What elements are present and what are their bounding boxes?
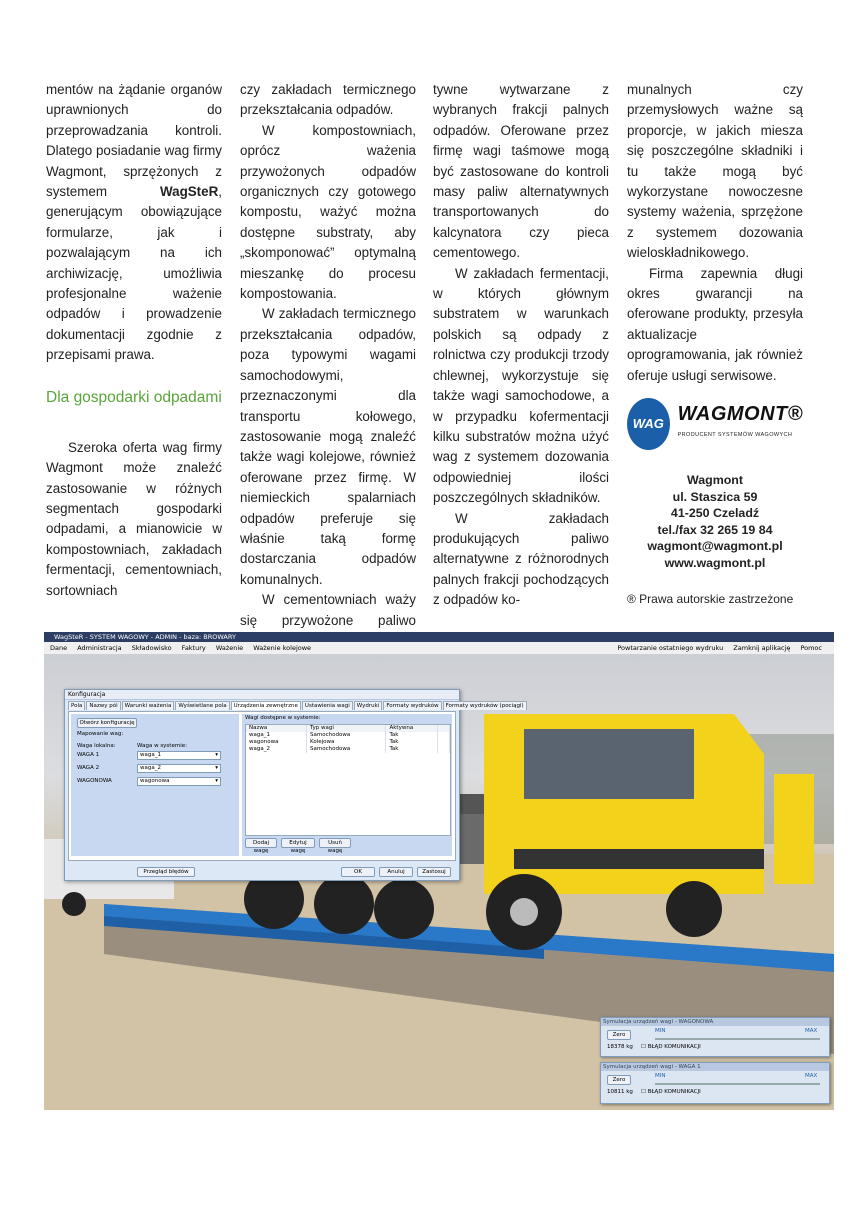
available-label: Wagi dostępne w systemie:	[245, 715, 321, 721]
remove-scale-button[interactable]: Usuń wagę	[319, 838, 351, 848]
app-menubar	[44, 642, 834, 654]
app-titlebar: WagSteR - SYSTEM WAGOWY - ADMIN - baza: BROWARY	[44, 632, 834, 642]
zero-button[interactable]: Zero	[607, 1030, 631, 1040]
paragraph: tywne wytwarzane z wybranych frakcji palnych odpadów. Oferowane przez firmę wagi taśmowe mogą być zastosowane do kontroli masy paliw alternatywnych transportowanych do kalcynatora czy pieca cementowego.	[433, 82, 609, 261]
contact-phone: tel./fax 32 265 19 84	[657, 522, 773, 537]
tab[interactable]: Formaty wydruków	[383, 701, 441, 710]
tab[interactable]: Wydruki	[354, 701, 383, 710]
logo-tagline: PRODUCENT SYSTEMÓW WAGOWYCH	[677, 431, 793, 438]
tab-active[interactable]: Urządzenia zewnętrzne	[231, 701, 301, 710]
contact-block	[627, 472, 803, 571]
wagmont-logo	[627, 398, 803, 450]
mapping-pane	[71, 714, 239, 856]
contact-street: ul. Staszica 59	[672, 489, 758, 504]
menu-item[interactable]: Ważenie kolejowe	[253, 644, 312, 652]
article-column-2	[240, 80, 416, 651]
cell: Tak	[386, 746, 438, 753]
min-label: MIN	[655, 1028, 666, 1034]
dialog-title: Konfiguracja	[65, 690, 459, 700]
tab[interactable]: Wyświetlane pola	[175, 701, 229, 710]
cell: wagonowa	[246, 739, 307, 746]
contact-web: www.wagmont.pl	[664, 555, 766, 570]
available-scales-pane	[242, 714, 452, 856]
contact-email: wagmont@wagmont.pl	[647, 539, 783, 554]
menu-item[interactable]: Pomoc	[800, 644, 822, 652]
cancel-button[interactable]: Anuluj	[379, 867, 413, 877]
contact-company: Wagmont	[687, 473, 743, 488]
software-screenshot-photo	[44, 632, 834, 1110]
max-label: MAX	[805, 1028, 818, 1034]
article-column-4	[627, 80, 803, 610]
column-header[interactable]: Nazwa	[246, 725, 307, 732]
paragraph: mentów na żądanie organów uprawnionych do przeprowadzania kontroli. Dlatego posiadanie wag firmy Wagmont, sprzężonych z systemem WagSteR, generującym obowiązujące formularze, jak i pozwalającym na ich archiwizację, umożliwia profesjonalne ważenie odpadów i prowadzenie dokumentacji zgodnie z przepisami prawa.	[46, 82, 222, 363]
menu-item[interactable]: Składowisko	[131, 644, 172, 652]
logo-name: WAGMONT®	[677, 402, 803, 425]
contact-city: 41-250 Czeladź	[670, 506, 760, 521]
paragraph: Szeroka oferta wag firmy Wagmont może znaleźć zastosowanie w różnych segmentach gospodarki odpadami, a mianowicie w kompostowniach, zakładach fermentacji, cementowniach, sortowniach	[46, 439, 222, 598]
sim-title: Symulacja urządzeń wagi - WAGONOWA	[601, 1018, 829, 1026]
cell: Tak	[386, 732, 438, 739]
menu-item[interactable]: Ważenie	[215, 644, 244, 652]
menu-item[interactable]: Faktury	[181, 644, 206, 652]
comm-error-checkbox[interactable]: ☐ BŁĄD KOMUNIKACJI	[641, 1044, 701, 1050]
cell: Samochodowa	[307, 746, 386, 753]
configuration-dialog	[64, 689, 524, 881]
column-header[interactable]: Typ wagi	[307, 725, 386, 732]
comm-error-checkbox[interactable]: ☐ BŁĄD KOMUNIKACJI	[641, 1089, 701, 1095]
local-scale-name: WAGA 2	[77, 765, 100, 771]
tab-strip	[68, 701, 528, 710]
menu-item[interactable]: Powtarzanie ostatniego wydruku	[617, 644, 724, 652]
menu-item[interactable]: Administracja	[77, 644, 122, 652]
table-row[interactable]	[246, 732, 450, 739]
paragraph: W kompostowniach, oprócz ważenia przywożonych odpadów organicznych czy gotowego kompostu, ważyć można dostępne substraty, aby „skomponować” optymalną mieszankę do procesu kompostowania.	[240, 122, 416, 302]
weight-value: 18378 kg	[607, 1044, 633, 1050]
checkbox-label: BŁĄD KOMUNIKACJI	[647, 1089, 701, 1095]
truck-scene	[44, 654, 834, 1110]
tab[interactable]: Ustawienia wagi	[302, 701, 353, 710]
min-label: MIN	[655, 1073, 666, 1079]
sim-title: Symulacja urządzeń wagi - WAGA 1	[601, 1063, 829, 1071]
dialog-panel	[68, 711, 456, 861]
ok-button[interactable]: OK	[341, 867, 375, 877]
table-row[interactable]	[246, 739, 450, 746]
system-label: Waga w systemie:	[137, 743, 187, 749]
apply-button[interactable]: Zastosuj	[417, 867, 451, 877]
weight-slider[interactable]	[655, 1083, 820, 1085]
paragraph: W zakładach termicznego przekształcania odpadów, poza typowymi wagami samochodowymi, przeznaczonymi dla transportu kołowego, zastosowanie mogą znaleźć także wagi kolejowe, również oferowane przez firmę. W niemieckich spalarniach odpadów preferuje się właśnie taką formę dostarczania odpadów komunalnych.	[240, 306, 416, 587]
paragraph: munalnych czy przemysłowych ważne są proporcje, w jakich miesza się poszczególne składniki i tu także mogą być wykorzystane nowoczesne systemy ważenia, sprzężone z systemem dozowania wieloskładnikowego.	[627, 82, 803, 261]
article-column-3	[433, 80, 609, 611]
paragraph: czy zakładach termicznego przekształcania odpadów.	[240, 82, 416, 118]
max-label: MAX	[805, 1073, 818, 1079]
errors-review-button[interactable]: Przegląd błędów	[137, 867, 195, 877]
local-scale-name: WAGONOWA	[77, 778, 112, 784]
cell: waga_1	[246, 732, 307, 739]
column-header[interactable]: Aktywna	[386, 725, 438, 732]
paragraph: W zakładach produkujących paliwo alternatywne z różnorodnych palnych frakcji pochodzących z odpadów ko-	[433, 510, 609, 608]
grid-header	[246, 725, 450, 732]
add-scale-button[interactable]: Dodaj wagę	[245, 838, 277, 848]
tab[interactable]: Nazwy pól	[86, 701, 120, 710]
local-scale-name: WAGA 1	[77, 752, 100, 758]
paragraph: Firma zapewnia długi okres gwarancji na oferowane produkty, przesyła aktualizacje oprogramowania, jak również oferuje usługi serwisowe.	[627, 265, 803, 383]
edit-scale-button[interactable]: Edytuj wagę	[281, 838, 315, 848]
menu-item[interactable]: Zamknij aplikację	[733, 644, 791, 652]
paragraph: W zakładach fermentacji, w których głównym substratem w warunkach polskich są odpady z rolnictwa czy produkcji trzody chlewnej, wykorzystuje się także wagi samochodowe, a w przypadku kofermentacji kilku substratów można użyć wag z systemem dozowania odpowiedniej ilości poszczególnych składników.	[433, 265, 609, 506]
tab[interactable]: Warunki ważenia	[122, 701, 175, 710]
tab[interactable]: Formaty wydruków (pociągi)	[443, 701, 527, 710]
scale-select[interactable]: waga_1 ▾	[137, 751, 221, 760]
weight-slider[interactable]	[655, 1038, 820, 1040]
article-column-1	[46, 80, 222, 601]
paragraph: W cementowniach waży się przywożone paliwo	[240, 592, 416, 628]
open-config-button[interactable]: Otwórz konfigurację	[77, 718, 137, 728]
copyright-note: ® Prawa autorskie zastrzeżone	[627, 592, 794, 607]
scale-select[interactable]: waga_2 ▾	[137, 764, 221, 773]
zero-button[interactable]: Zero	[607, 1075, 631, 1085]
cell: Samochodowa	[307, 732, 386, 739]
simulation-panel-wagonowa	[600, 1017, 830, 1057]
cell: Kolejowa	[307, 739, 386, 746]
scale-select[interactable]: wagonowa ▾	[137, 777, 221, 786]
cell: Tak	[386, 739, 438, 746]
mapping-label: Mapowanie wag:	[77, 731, 124, 737]
weight-value: 10811 kg	[607, 1089, 633, 1095]
local-label: Waga lokalna:	[77, 743, 116, 749]
menu-item[interactable]: Dane	[50, 644, 68, 652]
tab[interactable]: Pola	[68, 701, 85, 710]
simulation-panel-waga1	[600, 1062, 830, 1104]
cell: waga_2	[246, 746, 307, 753]
logo-mark: WAG	[627, 398, 670, 450]
table-row[interactable]	[246, 746, 450, 753]
scales-grid	[245, 724, 451, 836]
section-heading: Dla gospodarki odpadami	[46, 388, 222, 406]
checkbox-label: BŁĄD KOMUNIKACJI	[647, 1044, 701, 1050]
